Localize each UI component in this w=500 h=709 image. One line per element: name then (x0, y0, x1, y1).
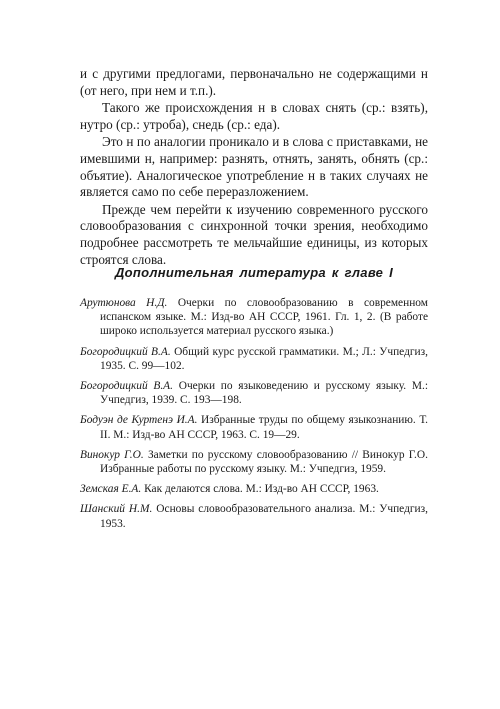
bibliography-entry (80, 413, 428, 441)
paragraph-4: Прежде чем перейти к изучению современного русского словообразования с синхронной точки зрения, необходимо подробнее рассмотреть те мельчайшие единицы, из которых строятся слова. (80, 201, 428, 267)
entry-author: Земская Е.А. (80, 483, 142, 496)
paragraph-1: и с другими предлогами, первоначально не содержащими н (от него, при нем и т.п.). (80, 66, 428, 98)
entry-author: Бодуэн де Куртенэ И.А. (80, 414, 198, 427)
bibliography-entry (80, 296, 428, 339)
entry-text: Как делаются слова. М.: Изд-во АН СССР, 1963. (144, 483, 379, 496)
entry-text: Основы словообразовательного анализа. М.: Учпедгиз, 1953. (100, 503, 428, 530)
entry-text: Избранные труды по общему языкознанию. Т. II. М.: Изд-во АН СССР, 1963. С. 19—29. (100, 414, 428, 441)
entry-author: Богородицкий В.А. (80, 380, 173, 393)
entry-author: Шанский Н.М. (80, 503, 153, 516)
entry-author: Богородицкий В.А. (80, 345, 171, 358)
bibliography-entry (80, 379, 428, 407)
bibliography-list (80, 296, 428, 537)
entry-text: Общий курс русской грамматики. М.; Л.: Учпедгиз, 1935. С. 99—102. (100, 345, 428, 372)
body-text (80, 66, 428, 269)
entry-text: Очерки по языковедению и русскому языку. М.: Учпедгиз, 1939. С. 193—198. (100, 380, 429, 407)
paragraph-3: Это н по аналогии проникало и в слова с приставками, не имевшими н, например: разнять, отнять, занять, обнять (ср.: объятие). Аналогическое употребление н в таких случаях не является само по себе переразложением. (80, 134, 428, 200)
entry-text: Заметки по русскому словообразованию // Винокур Г.О. Избранные работы по русскому языку. М.: Учпедгиз, 1959. (100, 448, 428, 476)
entry-author: Винокур Г.О. (80, 448, 144, 461)
bibliography-entry (80, 448, 428, 476)
paragraph-2: Такого же происхождения н в словах снять (ср.: взять), нутро (ср.: утроба), снедь (ср.: еда). (80, 100, 428, 132)
bibliography-entry (80, 345, 428, 373)
bibliography-entry (80, 502, 428, 530)
bibliography-entry (80, 482, 428, 496)
entry-text: Очерки по словообразованию в современном испанском языке. М.: Изд-во АН СССР, 1961. Гл. 1, 2. (В работе широко используется материал русского языка.) (100, 297, 428, 338)
entry-author: Арутюнова Н.Д. (80, 297, 168, 309)
bibliography-heading: Дополнительная литература к главе I (114, 265, 394, 280)
